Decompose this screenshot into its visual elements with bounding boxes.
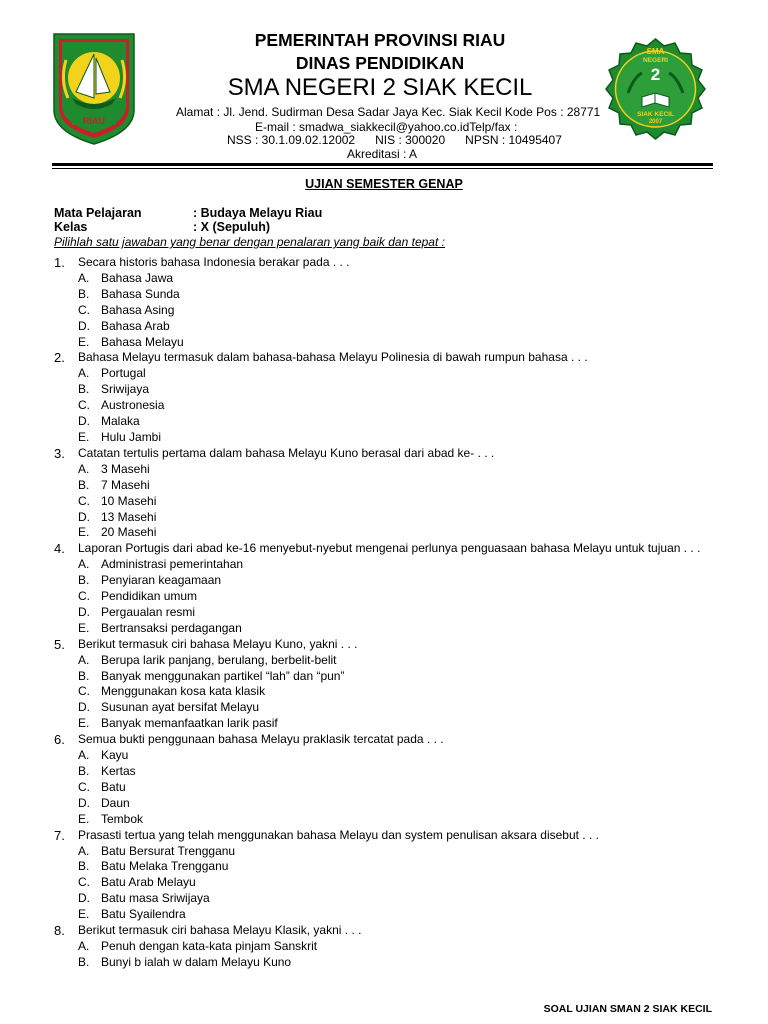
answer-option: [54, 764, 714, 780]
option-text: Bertransaksi perdagangan: [101, 620, 242, 635]
option-text: Berupa larik panjang, berulang, berbelit-belit: [101, 652, 337, 667]
question-row: [54, 637, 714, 653]
question-row: [54, 446, 714, 462]
question-text: Berikut termasuk ciri bahasa Melayu Kuno, yakni . . .: [78, 636, 358, 651]
option-letter: A.: [78, 461, 90, 476]
option-text: Bahasa Jawa: [101, 270, 174, 285]
option-text: 10 Masehi: [101, 493, 157, 508]
class-label: Kelas: [54, 220, 88, 234]
answer-option: [54, 891, 714, 907]
option-text: Tembok: [101, 811, 144, 826]
option-letter: D.: [78, 414, 90, 429]
option-letter: A.: [78, 748, 90, 763]
question-number: 5.: [54, 636, 65, 652]
school-address: Alamat : Jl. Jend. Sudirman Desa Sadar Jaya Kec. Siak Kecil Kode Pos : 28771: [176, 105, 601, 119]
answer-option: [54, 700, 714, 716]
option-text: Batu Syailendra: [101, 907, 186, 922]
subject-value: : Budaya Melayu Riau: [193, 206, 323, 220]
question-row: [54, 541, 714, 557]
answer-option: [54, 939, 714, 955]
question-text: Laporan Portugis dari abad ke-16 menyebut-nyebut mengenai perlunya penguasaan bahasa Melayu untuk tujuan . . .: [78, 541, 701, 556]
option-letter: E.: [78, 811, 90, 826]
option-letter: A.: [78, 843, 90, 858]
class-value: : X (Sepuluh): [193, 220, 271, 234]
answer-option: [54, 812, 714, 828]
answer-option: [54, 398, 714, 414]
question-row: [54, 828, 714, 844]
header-rule-thick: [52, 163, 713, 166]
answer-option: [54, 303, 714, 319]
subject-label: Mata Pelajaran: [54, 206, 142, 220]
option-letter: C.: [78, 779, 90, 794]
option-text: 20 Masehi: [101, 525, 157, 540]
question-item: [54, 255, 714, 350]
option-text: Pergaualan resmi: [101, 604, 196, 619]
option-text: Daun: [101, 795, 130, 810]
option-text: Batu masa Sriwijaya: [101, 891, 210, 906]
school-accreditation: Akreditasi : A: [347, 147, 418, 161]
emblem-year: 2007: [648, 119, 663, 125]
option-text: Banyak memanfaatkan larik pasif: [101, 716, 278, 731]
option-letter: C.: [78, 398, 90, 413]
emblem-top-text: SMA: [646, 47, 665, 56]
question-number: 6.: [54, 732, 65, 748]
answer-option: [54, 875, 714, 891]
option-letter: C.: [78, 875, 90, 890]
question-number: 2.: [54, 350, 65, 366]
option-letter: A.: [78, 557, 90, 572]
question-text: Berikut termasuk ciri bahasa Melayu Klasik, yakni . . .: [78, 923, 362, 938]
riau-emblem-icon: [52, 32, 136, 146]
answer-option: [54, 669, 714, 685]
option-text: Penuh dengan kata-kata pinjam Sanskrit: [101, 938, 318, 953]
option-letter: D.: [78, 509, 90, 524]
option-letter: A.: [78, 270, 90, 285]
answer-option: [54, 716, 714, 732]
question-item: [54, 446, 714, 541]
school-emblem-icon: [598, 37, 713, 140]
question-text: Secara historis bahasa Indonesia berakar pada . . .: [78, 255, 350, 269]
option-letter: D.: [78, 604, 90, 619]
option-letter: C.: [78, 684, 90, 699]
answer-option: [54, 653, 714, 669]
option-text: Penyiaran keagamaan: [101, 573, 222, 588]
option-letter: E.: [78, 525, 90, 540]
answer-option: [54, 525, 714, 541]
answer-option: [54, 796, 714, 812]
option-text: Bahasa Sunda: [101, 286, 180, 301]
option-letter: A.: [78, 366, 90, 381]
answer-option: [54, 366, 714, 382]
option-text: 3 Masehi: [101, 461, 150, 476]
question-text: Catatan tertulis pertama dalam bahasa Melayu Kuno berasal dari abad ke- . . .: [78, 445, 495, 460]
option-text: Batu: [101, 779, 126, 794]
option-text: Administrasi pemerintahan: [101, 557, 244, 572]
option-text: Susunan ayat bersifat Melayu: [101, 700, 260, 715]
option-text: Batu Bersurat Trengganu: [101, 843, 236, 858]
government-title: PEMERINTAH PROVINSI RIAU: [254, 30, 506, 50]
option-letter: D.: [78, 700, 90, 715]
answer-option: [54, 621, 714, 637]
option-text: Bahasa Asing: [101, 302, 175, 317]
question-item: [54, 828, 714, 923]
option-text: Bunyi b ialah w dalam Melayu Kuno: [101, 954, 292, 969]
page-footer: SOAL UJIAN SMAN 2 SIAK KECIL: [543, 1003, 712, 1015]
emblem-mid-text: NEGERI: [643, 57, 668, 64]
answer-option: [54, 557, 714, 573]
answer-option: [54, 684, 714, 700]
option-text: Hulu Jambi: [101, 429, 162, 444]
option-text: Sriwijaya: [101, 382, 150, 397]
school-numbers: NSS : 30.1.09.02.12002 NIS : 300020 NPSN : 10495407: [227, 133, 562, 147]
answer-option: [54, 589, 714, 605]
question-number: 8.: [54, 923, 65, 939]
question-number: 7.: [54, 827, 65, 843]
option-text: 7 Masehi: [101, 477, 150, 492]
option-letter: E.: [78, 429, 90, 444]
emblem-number: 2: [650, 65, 661, 84]
option-text: Batu Arab Melayu: [101, 875, 196, 890]
option-letter: B.: [78, 668, 90, 683]
answer-option: [54, 780, 714, 796]
option-text: Pendidikan umum: [101, 589, 198, 604]
option-text: Bahasa Arab: [101, 318, 170, 333]
option-text: 13 Masehi: [101, 509, 157, 524]
question-text: Prasasti tertua yang telah menggunakan bahasa Melayu dan system penulisan aksara disebut . . .: [78, 827, 599, 842]
question-text: Semua bukti penggunaan bahasa Melayu praklasik tercatat pada . . .: [78, 732, 444, 747]
option-letter: A.: [78, 652, 90, 667]
option-letter: D.: [78, 891, 90, 906]
question-row: [54, 923, 714, 939]
option-letter: E.: [78, 907, 90, 922]
option-letter: E.: [78, 334, 90, 349]
answer-option: [54, 907, 714, 923]
question-number: 4.: [54, 541, 65, 557]
option-text: Kertas: [101, 764, 136, 778]
option-letter: B.: [78, 764, 90, 778]
option-text: Bahasa Melayu: [101, 334, 184, 349]
answer-option: [54, 859, 714, 875]
option-text: Kayu: [101, 748, 129, 763]
option-letter: C.: [78, 493, 90, 508]
question-number: 1.: [54, 255, 65, 270]
option-letter: D.: [78, 318, 90, 333]
question-item: [54, 923, 714, 971]
answer-option: [54, 414, 714, 430]
question-item: [54, 350, 714, 445]
question-list: [54, 255, 714, 971]
option-letter: B.: [78, 573, 90, 588]
exam-title: UJIAN SEMESTER GENAP: [305, 177, 463, 191]
option-text: Batu Melaka Trengganu: [101, 859, 229, 874]
answer-option: [54, 844, 714, 860]
header-rule-thin: [52, 168, 713, 169]
answer-option: [54, 271, 714, 287]
question-row: [54, 732, 714, 748]
school-email: E-mail : smadwa_siakkecil@yahoo.co.idTelp/fax :: [255, 120, 518, 134]
question-item: [54, 732, 714, 827]
option-letter: B.: [78, 859, 90, 874]
answer-option: [54, 510, 714, 526]
option-letter: E.: [78, 620, 90, 635]
question-item: [54, 541, 714, 636]
answer-option: [54, 430, 714, 446]
department-title: DINAS PENDIDIKAN: [295, 53, 465, 73]
option-letter: B.: [78, 954, 90, 969]
answer-option: [54, 955, 714, 971]
question-text: Bahasa Melayu termasuk dalam bahasa-bahasa Melayu Polinesia di bawah rumpun bahasa . . .: [78, 350, 588, 365]
option-letter: D.: [78, 795, 90, 810]
answer-option: [54, 319, 714, 335]
option-letter: C.: [78, 302, 90, 317]
option-letter: B.: [78, 382, 90, 397]
school-name: SMA NEGERI 2 SIAK KECIL: [227, 74, 533, 101]
option-letter: E.: [78, 716, 90, 731]
option-text: Menggunakan kosa kata klasik: [101, 684, 266, 699]
option-letter: A.: [78, 938, 90, 953]
answer-option: [54, 494, 714, 510]
answer-option: [54, 335, 714, 351]
answer-option: [54, 287, 714, 303]
answer-option: [54, 748, 714, 764]
option-letter: C.: [78, 589, 90, 604]
option-text: Malaka: [101, 414, 140, 429]
question-item: [54, 637, 714, 732]
answer-option: [54, 382, 714, 398]
option-letter: B.: [78, 286, 90, 301]
answer-option: [54, 573, 714, 589]
option-text: Banyak menggunakan partikel “lah” dan “pun”: [101, 668, 345, 683]
question-row: [54, 255, 714, 271]
answer-option: [54, 478, 714, 494]
question-number: 3.: [54, 445, 65, 461]
question-row: [54, 350, 714, 366]
instructions: Pilihlah satu jawaban yang benar dengan penalaran yang baik dan tepat :: [54, 235, 445, 249]
option-text: Austronesia: [101, 398, 165, 413]
answer-option: [54, 605, 714, 621]
emblem-label: RIAU: [83, 116, 105, 126]
option-letter: B.: [78, 477, 90, 492]
option-text: Portugal: [101, 366, 146, 381]
emblem-bottom-text: SIAK KECIL: [637, 111, 674, 118]
answer-option: [54, 462, 714, 478]
